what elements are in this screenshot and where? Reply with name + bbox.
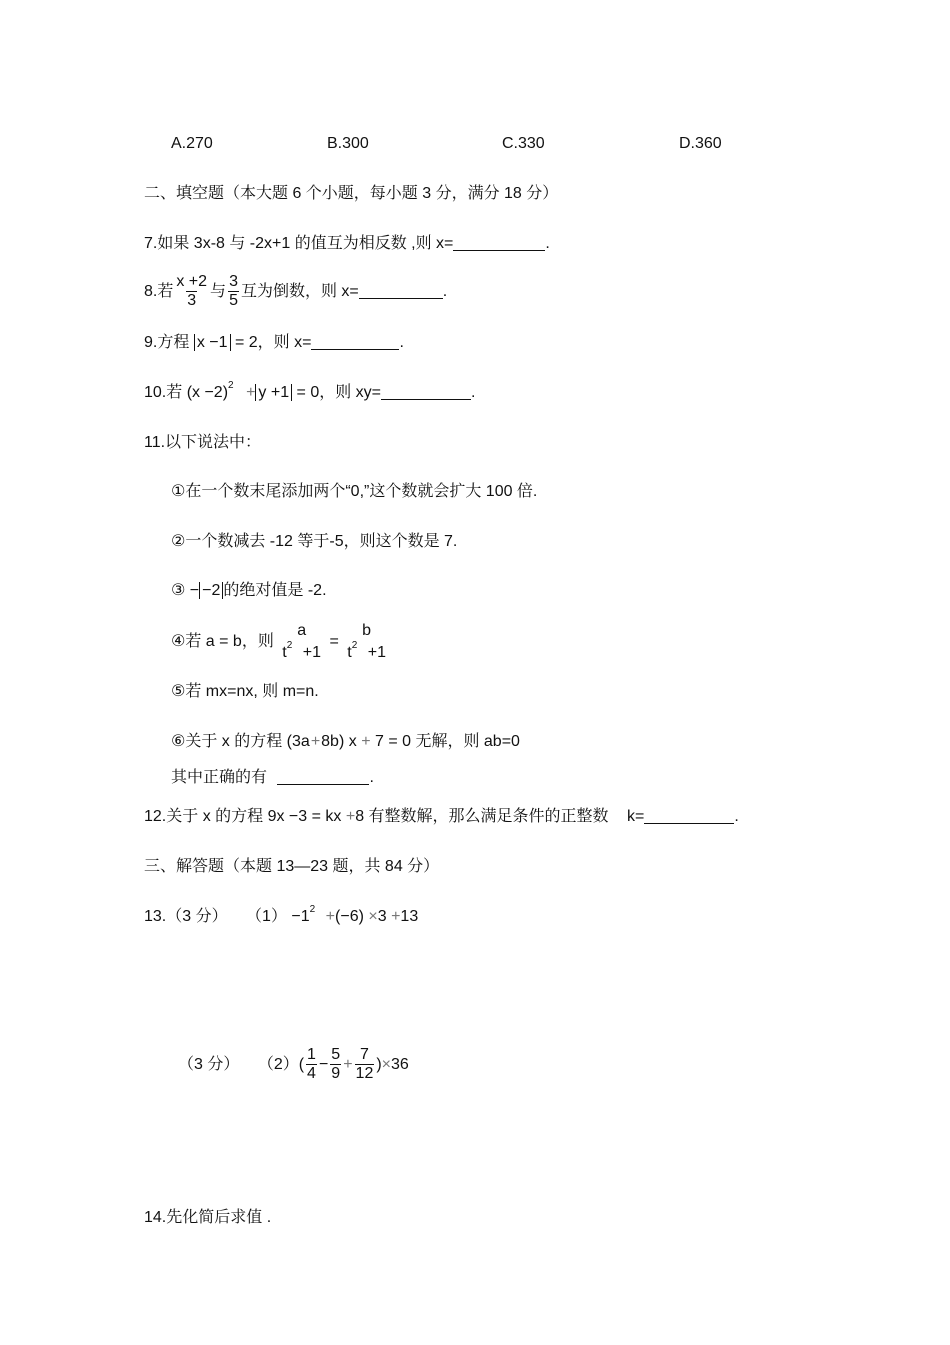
open-paren: ( bbox=[298, 1056, 305, 1073]
period: . bbox=[471, 384, 476, 401]
fraction-5-over-9 bbox=[330, 1046, 341, 1083]
denominator: 5 bbox=[229, 292, 238, 310]
period: . bbox=[442, 283, 448, 300]
statement-2: ②一个数减去 -12 等于-5，则这个数是 7. bbox=[171, 533, 458, 550]
denominator: 12 bbox=[355, 1065, 374, 1083]
exponent: 2 bbox=[309, 904, 316, 915]
answer-blank bbox=[277, 768, 369, 785]
question-12-mid: 8 有整数解，那么满足条件的正整数 bbox=[355, 808, 609, 825]
plus-sign: + bbox=[246, 384, 256, 401]
question-7-text: 7.如果 3x-8 与 -2x+1 的值互为相反数 ,则 x= bbox=[144, 235, 454, 252]
times-sign: × bbox=[381, 1056, 392, 1073]
fraction-b-over-t2-plus-1 bbox=[347, 620, 386, 664]
absolute-value: x −1 bbox=[194, 334, 231, 351]
numerator: 3 bbox=[229, 273, 238, 291]
question-8 bbox=[144, 270, 447, 314]
period: . bbox=[545, 235, 550, 252]
denominator: 9 bbox=[331, 1065, 341, 1083]
plus-sign: + bbox=[325, 908, 336, 925]
plus-sign: + bbox=[345, 808, 356, 825]
option-a: A.270 bbox=[171, 135, 213, 152]
equals-sign: = bbox=[329, 633, 339, 650]
question-7 bbox=[144, 234, 550, 254]
plus-sign: + bbox=[310, 733, 321, 750]
section-2-title: 二、填空题（本大题 6 个小题，每小题 3 分，满分 18 分） bbox=[144, 185, 559, 202]
numerator: 1 bbox=[307, 1046, 316, 1064]
denominator: 3 bbox=[187, 292, 197, 310]
answer-blank bbox=[311, 333, 399, 350]
answer-options-row bbox=[0, 134, 950, 154]
question-13-part-2 bbox=[178, 1041, 409, 1089]
term-neg-1: −1 bbox=[291, 908, 310, 925]
fraction-3-over-5 bbox=[228, 273, 239, 310]
question-10 bbox=[144, 380, 476, 403]
statement-4 bbox=[171, 618, 390, 666]
question-10-prefix: 10.若 (x −2) bbox=[144, 384, 229, 401]
statement-3-prefix: ③ − bbox=[171, 582, 200, 599]
exponent: 2 bbox=[228, 380, 234, 391]
statement-5: ⑤若 mx=nx, 则 m=n. bbox=[171, 683, 319, 700]
t: t bbox=[282, 643, 287, 661]
plus-one: +1 bbox=[302, 643, 321, 661]
answer-blank bbox=[359, 282, 443, 299]
denominator bbox=[282, 639, 321, 664]
part-2-label: （2） bbox=[257, 1056, 299, 1073]
question-12 bbox=[144, 807, 739, 827]
numerator: 7 bbox=[359, 1046, 369, 1064]
term-36: 36 bbox=[391, 1056, 409, 1073]
question-8-mid: 与 bbox=[210, 283, 227, 300]
section-3-title: 三、解答题（本题 13—23 题，共 84 分） bbox=[144, 858, 440, 875]
answer-blank bbox=[453, 234, 545, 251]
plus-sign: + bbox=[391, 908, 401, 925]
statement-4-prefix: ④若 a = b，则 bbox=[171, 633, 274, 650]
exponent: 2 bbox=[286, 639, 293, 651]
numerator: a bbox=[297, 621, 307, 639]
option-d: D.360 bbox=[679, 135, 722, 152]
answer-prompt: 其中正确的有 bbox=[171, 769, 268, 786]
part-1-label: （1） bbox=[246, 908, 287, 925]
absolute-value: −2 bbox=[199, 582, 223, 599]
exponent: 2 bbox=[351, 639, 358, 651]
fraction-1-over-4 bbox=[306, 1046, 317, 1083]
term-13: 13 bbox=[400, 908, 419, 925]
question-8-prefix: 8.若 bbox=[144, 283, 174, 300]
minus-sign: − bbox=[318, 1056, 329, 1073]
period: . bbox=[399, 334, 404, 351]
statement-3-suffix: 的绝对值是 -2. bbox=[223, 582, 327, 599]
question-10-eq: = 0，则 xy= bbox=[296, 384, 382, 401]
statement-6 bbox=[171, 732, 520, 752]
part-2-score: （3 分） bbox=[178, 1056, 240, 1073]
plus-sign: + bbox=[361, 733, 371, 750]
numerator: x +2 bbox=[176, 273, 208, 291]
term-neg-6: (−6) bbox=[335, 908, 364, 925]
numerator: 5 bbox=[331, 1046, 341, 1064]
denominator: 4 bbox=[307, 1065, 316, 1083]
fraction-a-over-t2-plus-1 bbox=[282, 620, 321, 664]
question-13-label: 13.（3 分） bbox=[144, 908, 228, 925]
statement-3 bbox=[171, 581, 327, 601]
times-sign: × bbox=[368, 908, 378, 925]
term-3: 3 bbox=[377, 908, 387, 925]
question-9 bbox=[144, 333, 404, 353]
fraction-7-over-12 bbox=[355, 1046, 375, 1083]
question-11-answer bbox=[171, 768, 374, 788]
numerator: b bbox=[362, 621, 372, 639]
period: . bbox=[369, 769, 374, 786]
plus-one: +1 bbox=[367, 643, 386, 661]
statement-6-tail: 7 = 0 无解，则 ab=0 bbox=[374, 733, 520, 750]
statement-6-mid: 8b) x bbox=[321, 733, 357, 750]
fraction-x-plus-2-over-3 bbox=[175, 273, 208, 310]
option-b: B.300 bbox=[327, 135, 369, 152]
option-c: C.330 bbox=[502, 135, 545, 152]
question-9-prefix: 9.方程 bbox=[144, 334, 190, 351]
statement-6-prefix: ⑥关于 x 的方程 (3a bbox=[171, 733, 310, 750]
question-8-suffix: 互为倒数，则 x= bbox=[240, 283, 359, 300]
close-paren: ) bbox=[376, 1056, 382, 1073]
answer-blank bbox=[644, 807, 734, 824]
question-9-eq: = 2，则 x= bbox=[234, 334, 312, 351]
question-13-part-1 bbox=[144, 904, 419, 927]
question-11-title: 11.以下说法中： bbox=[144, 434, 262, 451]
plus-sign: + bbox=[343, 1056, 353, 1073]
question-12-k: k= bbox=[627, 808, 645, 825]
answer-blank bbox=[381, 383, 471, 400]
question-14: 14.先化简后求值 . bbox=[144, 1209, 272, 1226]
period: . bbox=[734, 808, 739, 825]
question-12-prefix: 12.关于 x 的方程 9x −3 = kx bbox=[144, 808, 342, 825]
denominator bbox=[347, 639, 386, 664]
t: t bbox=[347, 643, 352, 661]
absolute-value: y +1 bbox=[255, 384, 292, 401]
statement-1: ①在一个数末尾添加两个“0,”这个数就会扩大 100 倍. bbox=[171, 483, 538, 500]
